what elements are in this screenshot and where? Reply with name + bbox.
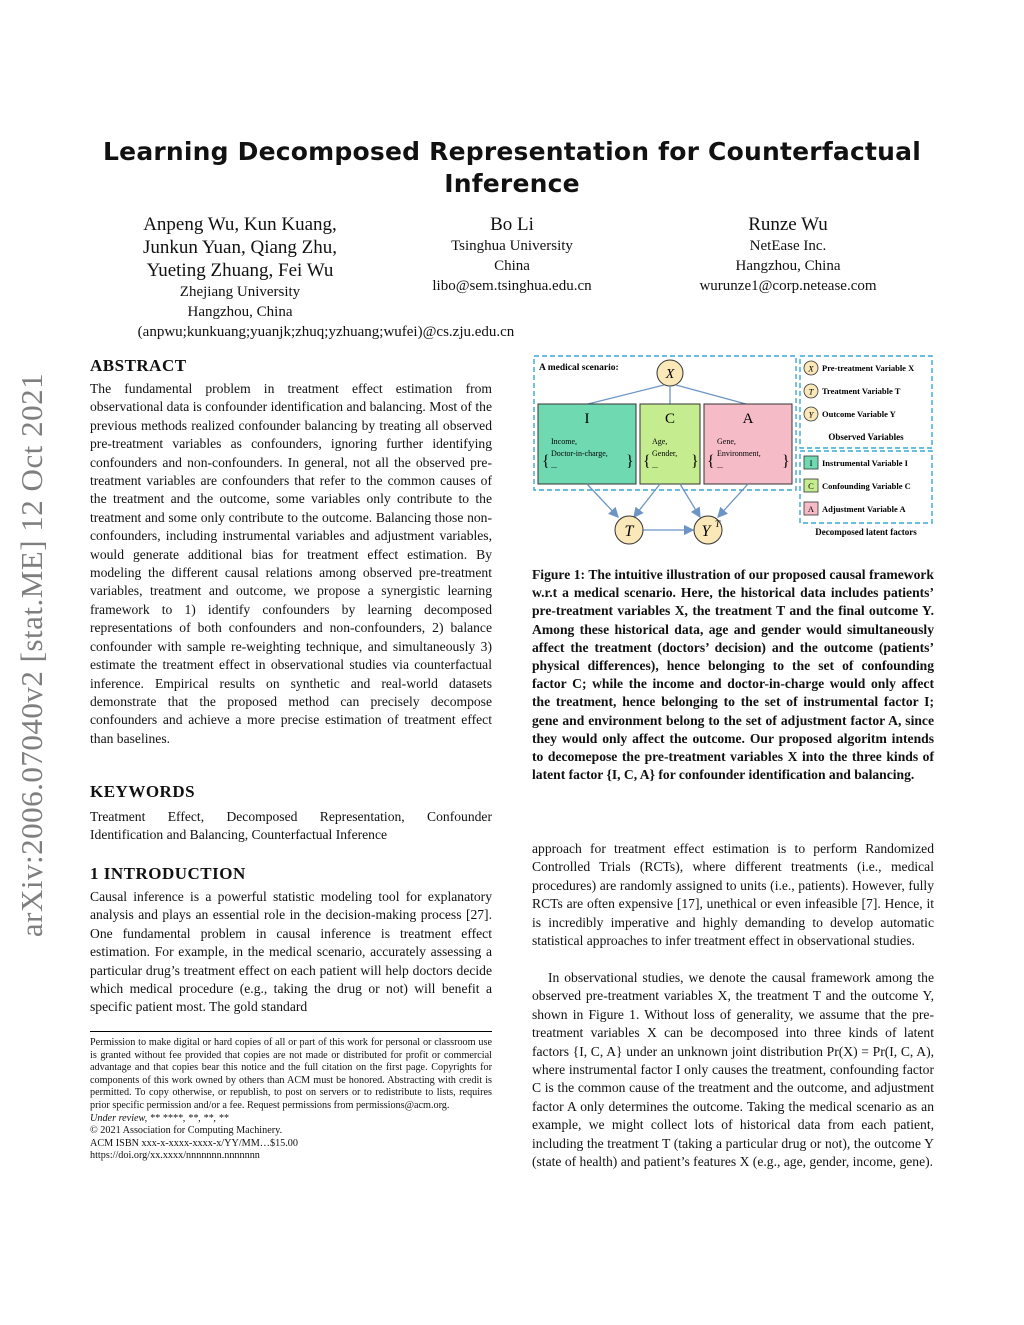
- keywords-text: Treatment Effect, Decomposed Representation, Confounder Identification and Balancing, Counterfactual Inference: [90, 809, 492, 843]
- abstract-text: The fundamental problem in treatment effect estimation from observational data is confounder identification and balancing. Most of the previous methods realized confounder balancing by treating all observed pre-treatment variables as confounders, ignoring further identifying confounders and non-confounders. In general, not all the observed pre-treatment variables are confounders that refer to the common causes of the treatment and the outcome, some variables only contribute to the treatment and some only contribute to the outcome. Balancing those non-confounders, including instrumental variables and adjustment variables, would generate additional bias for treatment effect estimation. By modeling the different causal relations among observed pre-treatment variables, treatment and outcome, we propose a synergistic learning framework to 1) identify confounders by learning decomposed representations of both confounders and non-confounders, 2) balance confounder with sample re-weighting technique, and simultaneously 3) estimate the treatment effect in observational studies via counterfactual inference. Empirical results on synthetic and real-world datasets demonstrate that the proposed method can precisely decompose confounders and achieve a more precise estimation of treatment effect than baselines.: [90, 381, 492, 746]
- edge-i-t: [587, 484, 618, 517]
- box-c-item: Gender,: [652, 449, 678, 458]
- edge-a-y: [718, 484, 748, 517]
- node-y-superscript: T: [715, 519, 721, 529]
- brace-right: }: [782, 453, 790, 470]
- brace-left: {: [542, 453, 550, 470]
- edge-c-t: [634, 484, 660, 517]
- legend-latent-symbol-label: A: [807, 504, 815, 514]
- author-names: Bo Li: [490, 214, 534, 235]
- author-affiliation: NetEase Inc.: [749, 238, 827, 254]
- figure-1-caption: Figure 1: The intuitive illustration of our proposed causal framework w.r.t a medical scenario. Here, the historical data includes patients’ pre-treatment variables X, the treatment T and the final outcome Y. Among these historical data, age and gender would simultaneously affect the treatment (doctors’ decision) and the outcome (patients’ physical differences), hence belonging to the set of confounding factor C; while the income and doctor-in-charge would only affect the treatment, hence belonging to the set of instrumental factor I; gene and environment belong to the set of adjustment factor A, since they would only affect the outcome. Our proposed algoritm intends to decomepose the pre-treatment variables X into the three kinds of latent factor {I, C, A} for confounder identification and balancing.: [532, 567, 934, 783]
- intro-paragraph-1-continued: approach for treatment effect estimation is to perform Randomized Controlled Trials (RCTs), where different treatments (i.e., medical procedures) are randomly assigned to units (i.e., patients). However, fully RCTs are often expensive [17], unethical or even infeasible [7]. Hence, it is incredibly imperative and highly demanding to develop automatic statistical approaches to infer treatment effect in observational studies.: [532, 841, 934, 949]
- legend-latent-text: Instrumental Variable I: [822, 458, 908, 468]
- intro-paragraph-2: In observational studies, we denote the causal framework among the observed pre-treatment variables X, the treatment T and the outcome Y, shown in Figure 1. Without loss of generality, we assume that the pre-treatment variables X can be decomposed into three kinds of latent factors {I, C, A} under an unknown joint distribution Pr(X) = Pr(I, C, A), where instrumental factor I only causes the treatment, confounding factor C is the common cause of the treatment and the outcome, and adjustment factor A only determines the outcome. Taking the medical scenario as an example, we might collect lots of historical data from each patient, including the treatment T (taking a particular drug or not), the outcome Y (state of health) and patient’s features X (e.g., age, gender, income, gene).: [532, 970, 934, 1170]
- edge-c-y: [680, 484, 700, 517]
- brace-left: {: [643, 453, 651, 470]
- author-affiliation: Tsinghua University: [451, 238, 573, 254]
- abstract-heading: ABSTRACT: [90, 356, 187, 375]
- author-email: (anpwu;kunkuang;yuanjk;zhuq;yzhuang;wufei)@cs.zju.edu.cn: [137, 324, 515, 340]
- doi-line: https://doi.org/xx.xxxx/nnnnnnn.nnnnnnn: [90, 1150, 260, 1162]
- legend-latent-symbol-label: C: [808, 481, 814, 491]
- node-y-label: Y: [701, 523, 711, 540]
- box-i-label: I: [584, 411, 590, 427]
- copyright-line: © 2021 Association for Computing Machinery.: [90, 1125, 283, 1137]
- scenario-label: A medical scenario:: [539, 363, 619, 373]
- box-i-item: Income,: [551, 437, 577, 446]
- box-i-item: Doctor-in-charge,: [551, 449, 608, 458]
- box-a-item: Environment,: [717, 449, 761, 458]
- box-a-item: Gene,: [717, 437, 736, 446]
- box-c-item: Age,: [652, 437, 668, 446]
- footnote-rule: [90, 1031, 492, 1032]
- edge-x-a: [676, 385, 746, 404]
- review-status: Under review, ** ****, **, **, **: [90, 1112, 229, 1124]
- legend-observed-text: Outcome Variable Y: [822, 409, 896, 419]
- intro-paragraph-1: Causal inference is a powerful statistic modeling tool for explanatory analysis and plays an essential role in the decision-making process [27]. One fundamental problem in causal inference is treatment effect estimation. For example, in the medical scenario, accurately assessing a particular drug’s treatment effect on each patient will help doctors decide which medical procedure (e.g., taking the drug or not) will benefit a specific patient most. The gold standard: [90, 889, 492, 1015]
- author-email: wurunze1@corp.netease.com: [699, 278, 877, 294]
- legend-observed-symbol-label: T: [808, 386, 814, 397]
- legend-observed-title: Observed Variables: [828, 432, 904, 442]
- node-x-label: X: [665, 367, 675, 382]
- box-a-item: ...: [717, 461, 723, 470]
- box-a-label: A: [742, 411, 754, 427]
- figure-1-diagram: [530, 352, 936, 552]
- brace-left: {: [707, 453, 715, 470]
- author-block-3: [668, 213, 908, 296]
- legend-observed-symbol-label: Y: [808, 409, 814, 420]
- legend-observed-text: Pre-treatment Variable X: [822, 363, 915, 373]
- keywords-heading: KEYWORDS: [90, 782, 196, 801]
- intro-heading: 1 INTRODUCTION: [90, 864, 246, 883]
- legend-latent-text: Adjustment Variable A: [822, 504, 906, 514]
- legend-latent-title: Decomposed latent factors: [815, 527, 917, 537]
- author-affiliation: Hangzhou, China: [735, 258, 841, 274]
- author-names: Junkun Yuan, Qiang Zhu,: [142, 237, 338, 258]
- paper-title: Learning Decomposed Representation for Counterfactual Inference: [103, 137, 921, 198]
- permission-notice: Permission to make digital or hard copies of all or part of this work for personal or classroom use is granted without fee provided that copies are not made or distributed for profit or commercial advantage and that copies bear this notice and the full citation on the first page. Copyrights for components of this work owned by others than ACM must be honored. Abstracting with credit is permitted. To copy otherwise, or republish, to post on servers or to redistribute to lists, requires prior specific permission and/or a fee. Request permissions from permissions@acm.org.: [90, 1037, 492, 1111]
- legend-latent-text: Confounding Variable C: [822, 481, 911, 491]
- author-email: libo@sem.tsinghua.edu.cn: [432, 278, 592, 294]
- brace-right: }: [626, 453, 634, 470]
- box-c-label: C: [664, 411, 676, 427]
- author-block-1: [104, 213, 376, 322]
- legend-latent-symbol-label: I: [809, 458, 813, 468]
- author-names: Anpeng Wu, Kun Kuang,: [143, 214, 337, 235]
- author-names: Yueting Zhuang, Fei Wu: [146, 260, 334, 281]
- brace-right: }: [691, 453, 699, 470]
- author-block-2: [402, 213, 622, 296]
- edge-x-i: [588, 385, 664, 404]
- arxiv-stamp-text: arXiv:2006.07040v2 [stat.ME] 12 Oct 2021: [14, 372, 49, 938]
- arxiv-stamp: [8, 350, 56, 960]
- legend-observed-text: Treatment Variable T: [822, 386, 901, 396]
- author-affiliation: Zhejiang University: [179, 284, 301, 300]
- legend-observed-symbol-label: X: [808, 363, 814, 374]
- box-i-item: ...: [551, 461, 557, 470]
- author-affiliation: China: [494, 258, 530, 274]
- isbn-line: ACM ISBN xxx-x-xxxx-xxxx-x/YY/MM…$15.00: [90, 1137, 298, 1149]
- author-names: Runze Wu: [748, 214, 828, 235]
- box-c-item: ...: [652, 461, 658, 470]
- footnote: [90, 1037, 492, 1163]
- node-t-label: T: [624, 523, 634, 540]
- author-affiliation: Hangzhou, China: [187, 304, 293, 320]
